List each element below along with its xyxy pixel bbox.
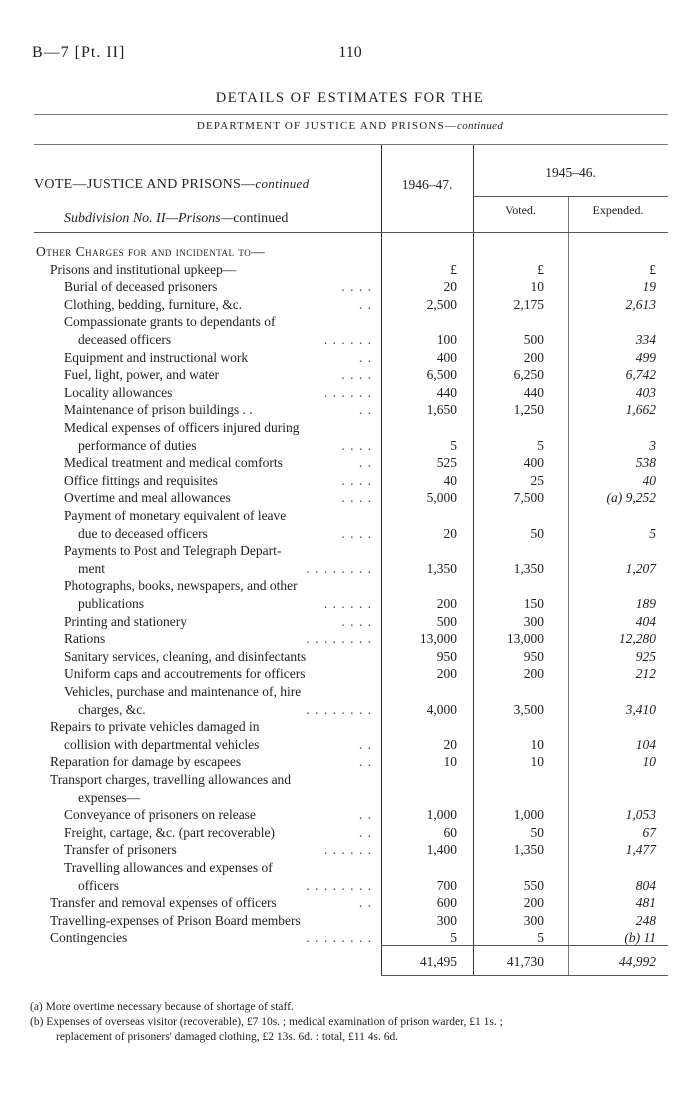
table-row-label bbox=[0, 736, 372, 753]
leader-dots: . . . . . . . . bbox=[306, 631, 372, 647]
cell-expended: 1,477 bbox=[625, 842, 656, 858]
cell-1946-47: 60 bbox=[443, 824, 457, 840]
cell-voted: 50 bbox=[530, 824, 544, 840]
cell-1946-47: 10 bbox=[443, 754, 457, 770]
cell-1946-47: 500 bbox=[436, 613, 457, 629]
cell-expended: 499 bbox=[635, 349, 656, 365]
cell-voted: 550 bbox=[523, 877, 544, 893]
leader-dots: . . . . . . bbox=[323, 384, 372, 400]
table-row-label bbox=[0, 912, 372, 929]
cell-1946-47: £ bbox=[450, 261, 457, 277]
cell-voted: 5 bbox=[537, 930, 544, 946]
cell-voted: 7,500 bbox=[513, 490, 544, 506]
row-label-text: Medical expenses of officers injured during bbox=[64, 420, 300, 435]
title-rule bbox=[34, 114, 668, 115]
table-row-label bbox=[0, 595, 372, 612]
row-label-text: due to deceased officers bbox=[78, 525, 208, 541]
leader-dots: . . . . bbox=[341, 472, 372, 488]
cell-expended: (a) 9,252 bbox=[606, 490, 656, 506]
cell-expended: 248 bbox=[635, 912, 656, 928]
vote-title bbox=[34, 176, 309, 193]
leader-dots: . . bbox=[358, 824, 372, 840]
row-label-text: Conveyance of prisoners on release bbox=[64, 807, 256, 823]
cell-1946-47: 400 bbox=[436, 349, 457, 365]
leader-dots: . . bbox=[358, 754, 372, 770]
cell-1946-47: 100 bbox=[436, 332, 457, 347]
table-row-label bbox=[0, 824, 372, 841]
cell-1946-47: 1,400 bbox=[426, 842, 457, 858]
row-label-text: Travelling allowances and expenses of bbox=[64, 860, 273, 875]
cell-voted: 440 bbox=[523, 384, 544, 400]
footnote-b: (b) Expenses of overseas visitor (recoverable), £7 10s. ; medical examination of prison warder, £1 1s. ; bbox=[30, 1016, 503, 1028]
row-label-text: Sanitary services, cleaning, and disinfectants bbox=[64, 648, 307, 664]
leader-dots: . . bbox=[358, 895, 372, 911]
cell-1946-47: 5 bbox=[450, 930, 457, 946]
cell-voted: 950 bbox=[523, 648, 544, 664]
leader-dots: . . . . . . . . bbox=[306, 877, 372, 893]
page-title: DETAILS OF ESTIMATES FOR THE bbox=[215, 90, 485, 106]
table-row-label bbox=[0, 665, 372, 682]
cell-voted: 200 bbox=[523, 349, 544, 365]
cell-voted: 200 bbox=[523, 666, 544, 682]
cell-voted: 25 bbox=[530, 472, 544, 488]
cell-voted: 10 bbox=[530, 736, 544, 752]
table-row-label bbox=[0, 613, 372, 630]
cell-voted: 5 bbox=[537, 437, 544, 453]
cell-voted: 1,250 bbox=[513, 402, 544, 418]
cell-expended: 538 bbox=[635, 455, 656, 471]
cell-expended: 10 bbox=[642, 754, 656, 770]
row-label-text: performance of duties bbox=[78, 437, 197, 453]
cell-expended: 3,410 bbox=[625, 701, 656, 717]
cell-1946-47: 40 bbox=[443, 472, 457, 488]
cell-1946-47: 2,500 bbox=[426, 296, 457, 312]
table-row-label bbox=[0, 261, 372, 278]
row-label-text: charges, &c. bbox=[78, 701, 146, 717]
cell-expended: 1,207 bbox=[625, 560, 656, 576]
cell-expended: £ bbox=[649, 261, 656, 277]
cell-1946-47: 700 bbox=[436, 877, 457, 893]
total-expended: 44,992 bbox=[618, 954, 656, 969]
row-label-text: Locality allowances bbox=[64, 384, 173, 400]
total-1946-47: 41,495 bbox=[419, 954, 457, 969]
table-row-label bbox=[0, 243, 372, 260]
leader-dots: . . . . bbox=[341, 613, 372, 629]
header-split-rule bbox=[473, 196, 668, 197]
leader-dots: . . . . . . . . bbox=[306, 701, 372, 717]
cell-voted: 150 bbox=[523, 596, 544, 611]
row-label-text: Other Charges for and incidental to— bbox=[36, 244, 266, 259]
cell-1946-47: 5,000 bbox=[426, 490, 457, 506]
table-row-label bbox=[0, 648, 372, 665]
cell-voted: 10 bbox=[530, 279, 544, 295]
leader-dots: . . bbox=[358, 736, 372, 752]
subtitle-continued: continued bbox=[457, 120, 504, 132]
leader-dots: . . . . bbox=[341, 525, 372, 541]
row-label-text: Contingencies bbox=[50, 930, 128, 946]
table-row-label bbox=[0, 349, 372, 366]
table-row-label bbox=[0, 419, 372, 436]
cell-expended: 403 bbox=[635, 384, 656, 400]
cell-1946-47: 20 bbox=[443, 525, 457, 541]
row-label-text: Burial of deceased prisoners bbox=[64, 279, 218, 295]
cell-1946-47: 1,350 bbox=[426, 560, 457, 576]
row-label-text: ment bbox=[78, 560, 105, 576]
cell-expended: 104 bbox=[635, 736, 656, 752]
leader-dots: . . bbox=[358, 807, 372, 823]
leader-dots: . . bbox=[358, 455, 372, 471]
row-label-text: Uniform caps and accoutrements for officers bbox=[64, 666, 306, 682]
cell-1946-47: 5 bbox=[450, 437, 457, 453]
header-bottom-rule bbox=[34, 232, 668, 233]
table-row-label bbox=[0, 929, 372, 946]
table-row-label bbox=[0, 542, 372, 559]
leader-dots: . . . . . . . . bbox=[306, 930, 372, 946]
table-row-label bbox=[0, 472, 372, 489]
cell-expended: 481 bbox=[635, 895, 656, 911]
footnote-b-continued: replacement of prisoners' damaged clothing, £2 13s. 6d. : total, £11 4s. 6d. bbox=[56, 1031, 399, 1043]
leader-dots: . . . . bbox=[341, 437, 372, 453]
table-row-label bbox=[0, 771, 372, 788]
table-row-label bbox=[0, 525, 372, 542]
row-label-text: Medical treatment and medical comforts bbox=[64, 455, 283, 471]
footnote-a: (a) More overtime necessary because of shortage of staff. bbox=[30, 1001, 294, 1013]
table-row-label bbox=[0, 806, 372, 823]
cell-1946-47: 13,000 bbox=[419, 631, 457, 647]
total-bottom-rule bbox=[381, 975, 668, 976]
table-row-label bbox=[0, 401, 372, 418]
column-divider-left bbox=[381, 145, 382, 975]
cell-expended: 212 bbox=[635, 666, 656, 682]
row-label-text: Clothing, bedding, furniture, &c. bbox=[64, 296, 243, 312]
cell-1946-47: 950 bbox=[436, 648, 457, 664]
report-reference: B—7 [Pt. II] bbox=[32, 44, 126, 61]
column-header-1946-47: 1946–47. bbox=[401, 177, 453, 192]
cell-expended: 925 bbox=[635, 648, 656, 664]
row-label-text: Payments to Post and Telegraph Depart- bbox=[64, 543, 282, 559]
row-label-text: Freight, cartage, &c. (part recoverable) bbox=[64, 824, 276, 840]
leader-dots: . . . . . . . . bbox=[306, 560, 372, 576]
row-label-text: Photographs, books, newspapers, and other bbox=[64, 578, 298, 594]
cell-voted: 500 bbox=[523, 332, 544, 347]
row-label-text: Payment of monetary equivalent of leave bbox=[64, 508, 287, 523]
table-row-label bbox=[0, 859, 372, 876]
cell-1946-47: 525 bbox=[436, 455, 457, 471]
table-row-label bbox=[0, 683, 372, 700]
cell-voted: 400 bbox=[523, 455, 544, 471]
table-row-label bbox=[0, 366, 372, 383]
row-label-text: Transfer of prisoners bbox=[64, 842, 177, 858]
leader-dots: . . . . bbox=[341, 490, 372, 506]
row-label-text: Reparation for damage by escapees bbox=[50, 754, 242, 770]
table-row-label bbox=[0, 489, 372, 506]
subdivision-title bbox=[64, 211, 288, 227]
cell-1946-47: 6,500 bbox=[426, 367, 457, 383]
cell-expended: 1,662 bbox=[625, 402, 656, 418]
table-row-label bbox=[0, 454, 372, 471]
cell-1946-47: 1,650 bbox=[426, 402, 457, 418]
table-row-label bbox=[0, 384, 372, 401]
column-header-voted: Voted. bbox=[505, 203, 536, 217]
leader-dots: . . bbox=[358, 402, 372, 418]
row-label-text: expenses— bbox=[78, 789, 141, 805]
row-label-text: publications bbox=[78, 596, 144, 611]
vote-title-text: VOTE—JUSTICE AND PRISONS— bbox=[34, 177, 256, 192]
table-row-label bbox=[0, 753, 372, 770]
cell-voted: 1,350 bbox=[513, 842, 544, 858]
row-label-text: Overtime and meal allowances bbox=[64, 490, 231, 506]
table-row-label bbox=[0, 718, 372, 735]
vote-title-continued: continued bbox=[255, 176, 310, 191]
row-label-text: Rations bbox=[64, 631, 106, 647]
total-voted: 41,730 bbox=[506, 954, 544, 969]
subdivision-text: Subdivision No. II—Prisons— bbox=[64, 211, 234, 226]
row-label-text: collision with departmental vehicles bbox=[64, 736, 260, 752]
row-label-text: deceased officers bbox=[78, 332, 172, 347]
cell-1946-47: 4,000 bbox=[426, 701, 457, 717]
row-label-text: Transfer and removal expenses of officers bbox=[50, 895, 277, 911]
table-row-label bbox=[0, 577, 372, 594]
cell-voted: 10 bbox=[530, 754, 544, 770]
table-row-label bbox=[0, 507, 372, 524]
row-label-text: Repairs to private vehicles damaged in bbox=[50, 719, 260, 735]
column-header-expended: Expended. bbox=[592, 203, 644, 217]
table-row-label bbox=[0, 313, 372, 330]
row-label-text: Maintenance of prison buildings . . bbox=[64, 402, 253, 418]
cell-voted: 1,000 bbox=[513, 807, 544, 823]
cell-voted: 13,000 bbox=[506, 631, 544, 647]
cell-voted: 200 bbox=[523, 895, 544, 911]
cell-expended: 12,280 bbox=[618, 631, 656, 647]
cell-1946-47: 20 bbox=[443, 736, 457, 752]
table-row-label bbox=[0, 789, 372, 806]
table-row-label bbox=[0, 841, 372, 858]
cell-1946-47: 20 bbox=[443, 279, 457, 295]
row-label-text: Equipment and instructional work bbox=[64, 349, 249, 365]
cell-expended: 189 bbox=[635, 596, 656, 611]
subdivision-continued: continued bbox=[233, 211, 289, 226]
cell-expended: 1,053 bbox=[625, 807, 656, 823]
cell-voted: 50 bbox=[530, 525, 544, 541]
row-label-text: Vehicles, purchase and maintenance of, hire bbox=[64, 684, 302, 699]
cell-expended: 2,613 bbox=[625, 296, 656, 312]
cell-voted: 1,350 bbox=[513, 560, 544, 576]
leader-dots: . . . . . . bbox=[323, 596, 372, 611]
table-row-label bbox=[0, 296, 372, 313]
cell-expended: 334 bbox=[635, 332, 656, 347]
row-label-text: officers bbox=[78, 877, 119, 893]
row-label-text: Fuel, light, power, and water bbox=[64, 367, 220, 383]
cell-expended: 404 bbox=[635, 613, 656, 629]
cell-1946-47: 600 bbox=[436, 895, 457, 911]
cell-1946-47: 200 bbox=[436, 596, 457, 611]
leader-dots: . . bbox=[358, 296, 372, 312]
row-label-text: Prisons and institutional upkeep— bbox=[50, 261, 237, 277]
cell-1946-47: 300 bbox=[436, 912, 457, 928]
cell-voted: 3,500 bbox=[513, 701, 544, 717]
page-subtitle bbox=[0, 120, 700, 132]
table-top-rule bbox=[34, 144, 668, 145]
cell-expended: 804 bbox=[635, 877, 656, 893]
cell-expended: (b) 11 bbox=[624, 930, 656, 946]
cell-expended: 40 bbox=[642, 472, 656, 488]
column-divider-voted bbox=[568, 196, 569, 975]
table-row-label bbox=[0, 437, 372, 454]
table-row-label bbox=[0, 278, 372, 295]
subtitle-text: DEPARTMENT OF JUSTICE AND PRISONS— bbox=[196, 120, 458, 132]
table-row-label bbox=[0, 701, 372, 718]
table-row-label bbox=[0, 894, 372, 911]
page-number: 110 bbox=[338, 44, 362, 61]
column-header-1945-46: 1945–46. bbox=[545, 165, 596, 180]
leader-dots: . . . . bbox=[341, 279, 372, 295]
cell-voted: 300 bbox=[523, 613, 544, 629]
row-label-text: Printing and stationery bbox=[64, 613, 187, 629]
cell-expended: 5 bbox=[649, 525, 656, 541]
cell-voted: 6,250 bbox=[513, 367, 544, 383]
row-label-text: Compassionate grants to dependants of bbox=[64, 314, 276, 330]
table-row-label bbox=[0, 877, 372, 894]
table-row-label bbox=[0, 630, 372, 647]
cell-1946-47: 440 bbox=[436, 384, 457, 400]
leader-dots: . . bbox=[358, 349, 372, 365]
leader-dots: . . . . bbox=[341, 367, 372, 383]
cell-expended: 3 bbox=[649, 437, 656, 453]
table-row-label bbox=[0, 331, 372, 348]
row-label-text: Office fittings and requisites bbox=[64, 472, 218, 488]
row-label-text: Travelling-expenses of Prison Board members bbox=[50, 912, 301, 928]
cell-1946-47: 200 bbox=[436, 666, 457, 682]
cell-expended: 19 bbox=[642, 279, 656, 295]
table-row-label bbox=[0, 560, 372, 577]
leader-dots: . . . . . . bbox=[323, 332, 372, 347]
leader-dots: . . . . . . bbox=[323, 842, 372, 858]
cell-expended: 67 bbox=[642, 824, 656, 840]
cell-expended: 6,742 bbox=[625, 367, 656, 383]
cell-voted: £ bbox=[537, 261, 544, 277]
cell-voted: 2,175 bbox=[513, 296, 544, 312]
cell-voted: 300 bbox=[523, 912, 544, 928]
row-label-text: Transport charges, travelling allowances and bbox=[50, 772, 292, 787]
cell-1946-47: 1,000 bbox=[426, 807, 457, 823]
